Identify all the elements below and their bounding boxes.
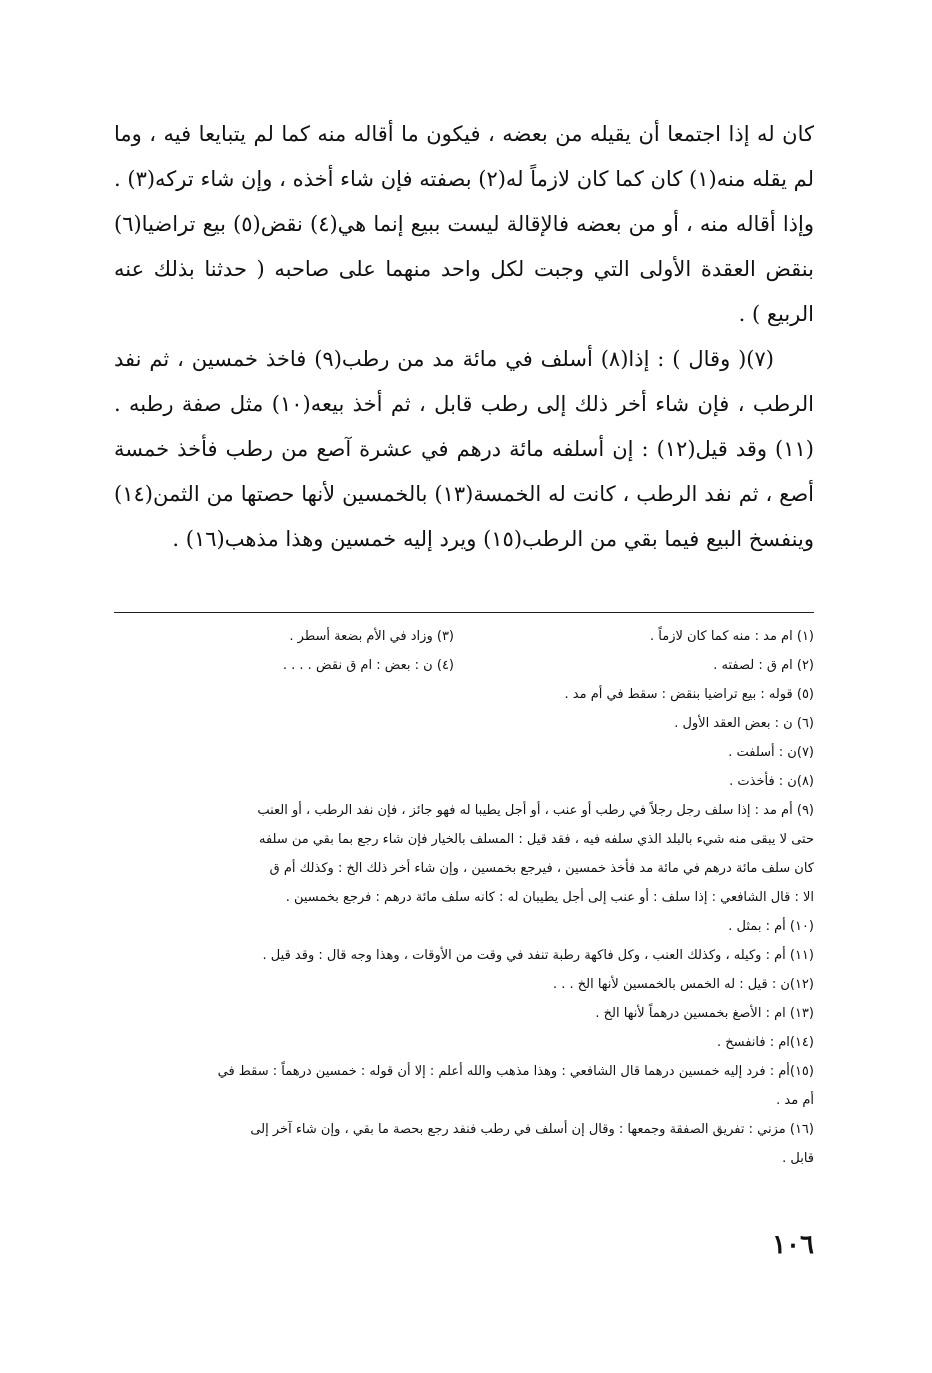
footnote-column-left (124, 622, 454, 680)
footnote-16-line-1: (١٦) مزني : تفريق الصفقة وجمعها : وقال إن أسلف في رطب فنفد رجع بحصة ما بقي ، وإن شاء آخر إلى (250, 1122, 814, 1137)
main-paragraph-1: كان له إذا اجتمعا أن يقيله من بعضه ، فيكون ما أقاله منه كما لم يتبايعا فيه ، وما لم يقله منه(١) كان كما كان لازماً له(٢) بصفته فإن شاء أخذه ، وإن شاء تركه(٣) . وإذا أقاله منه ، أو من بعضه فالإقالة ليست ببيع إنما هي(٤) نقض(٥) بيع تراضيا(٦) بنقض العقدة الأولى التي وجبت لكل واحد منهما على صاحبه ( حدثنا بذلك عنه الربيع ) . (114, 122, 815, 326)
footnote-14: (١٤)ام : فانفسخ . (716, 1035, 814, 1050)
footnote-15-line-1: (١٥)أم : فرد إليه خمسين درهما قال الشافعي : وهذا مذهب والله أعلم : إلا أن قوله : خمسين درهماً : سقط في (217, 1064, 814, 1079)
footnote-10: (١٠) أم : بمثل . (728, 919, 814, 934)
footnote-11: (١١) أم : وكيله ، وكذلك العنب ، وكل فاكهة رطبة تنفد في وقت من الأوقات ، وهذا وجه قال : وقد قيل . (262, 948, 814, 963)
main-paragraph-2: (٧)( وقال ) : إذا(٨) أسلف في مائة مد من رطب(٩) فاخذ خمسين ، ثم نفد الرطب ، فإن شاء أخر ذلك إلى رطب قابل ، ثم أخذ بيعه(١٠) مثل صفة رطبه .(١١) وقد قيل(١٢) : إن أسلفه مائة درهم في عشرة آصع من رطب فأخذ خمسة أصع ، ثم نفد الرطب ، كانت له الخمسة(١٣) بالخمسين لأنها حصتها من الثمن(١٤) وينفسخ البيع فيما بقي من الرطب(١٥) ويرد إليه خمسين وهذا مذهب(١٦) . (114, 347, 814, 551)
main-text (114, 112, 814, 562)
footnote-7: (٧)ن : أسلفت . (728, 745, 814, 760)
footnote-5: (٥) قوله : بيع تراضيا بنقض : سقط في أم مد . (564, 687, 814, 702)
page-number: ١٠٦ (772, 1230, 814, 1260)
footnote-1: (١) ام مد : منه كما كان لازماً . (650, 629, 814, 644)
footnote-15-line-2: أم مد . (776, 1093, 814, 1108)
footnote-9-line-2: حتى لا يبقى منه شيء بالبلد الذي سلفه فيه ، فقد قيل : المسلف بالخيار فإن شاء رجع بما بقي من سلفه (258, 832, 814, 847)
footnote-12: (١٢)ن : قيل : له الخمس بالخمسين لأنها الخ . . . (552, 977, 814, 992)
footnote-2: (٢) ام ق : لصفته . (713, 658, 814, 673)
footnote-9-line-3: كان سلف مائة درهم في مائة مد فأخذ خمسين ، فيرجع بخمسين ، وإن شاء أخر ذلك الخ : وكذلك أم ق (269, 861, 814, 876)
footnote-16-line-2: قابل . (782, 1151, 814, 1166)
footnote-column-right (454, 622, 814, 680)
footnote-separator (114, 612, 814, 613)
footnotes (124, 622, 814, 1173)
footnote-9-line-1: (٩) أم مد : إذا سلف رجل رجلاً في رطب أو عنب ، أو أجل يطيبا له فهو جائز ، فإن نفد الرطب ، أو العنب (257, 803, 814, 818)
footnote-9-line-4: الا : قال الشافعي : إذا سلف : أو عنب إلى أجل يطيبان له : كانه سلف مائة درهم : فرجع بخمسين . (285, 890, 814, 905)
footnote-3: (٣) وزاد في الأم بضعة أسطر . (289, 629, 454, 644)
footnote-6: (٦) ن : بعض العقد الأول . (674, 716, 814, 731)
footnote-8: (٨)ن : فأخذت . (729, 774, 814, 789)
footnote-4: (٤) ن : بعض : ام ق نقض . . . . (282, 658, 454, 673)
footnote-13: (١٣) ام : الأصغ بخمسين درهماً لأنها الخ . (595, 1006, 814, 1021)
footnote-row (124, 622, 814, 680)
